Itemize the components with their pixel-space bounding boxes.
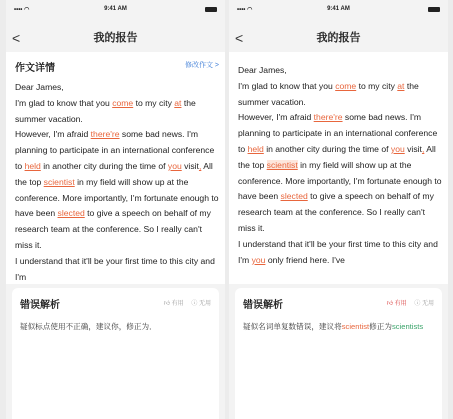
not-useful-button[interactable]: ⓘ 无用 — [191, 301, 211, 307]
essay-text-segment: to give a speech on behalf of my research team at the conference. So I really can't miss it. — [15, 208, 211, 250]
error-explanation: 疑似标点使用不正确，建议你，修正为． — [20, 322, 157, 331]
useful-label: 有用 — [394, 301, 407, 307]
essay-text-segment: All the top — [15, 160, 213, 187]
useless-label: 无用 — [198, 301, 211, 307]
essay-text-segment: I understand that it'll be your first time to this city and I'm — [238, 238, 438, 265]
error-analysis-card — [235, 288, 442, 419]
error-word-held[interactable]: held — [24, 160, 41, 171]
essay-text-segment: some bad news. I'm planning to participate in an international conference to — [238, 112, 438, 154]
error-explanation — [243, 320, 434, 333]
explanation-text: 疑似名词单复数错误，建议将 — [243, 322, 342, 331]
essay-section-title: 作文详情 — [15, 63, 55, 74]
error-analysis-card — [12, 288, 219, 419]
phone-screen-right — [229, 0, 448, 419]
useful-label: 有用 — [171, 301, 184, 307]
essay-greeting: Dear James, — [15, 82, 64, 92]
page-title: 我的报告 — [316, 32, 361, 44]
essay-text-segment: the summer vacation. — [238, 80, 419, 107]
error-word-you-2[interactable]: you — [251, 254, 266, 265]
status-time: 9:41 AM — [104, 6, 127, 12]
signal-wifi-icon: •••• ◠ — [14, 7, 30, 13]
error-word-scientist[interactable]: scientist — [43, 176, 75, 187]
page-title: 我的报告 — [93, 32, 138, 44]
error-word-slected[interactable]: slected — [280, 191, 308, 202]
error-word-you[interactable]: you — [390, 143, 405, 154]
essay-text-segment: visit — [181, 160, 199, 171]
status-time: 9:41 AM — [327, 6, 350, 12]
essay-text-segment: in another city during the time of — [40, 160, 168, 171]
essay-text — [238, 63, 442, 268]
essay-text-segment: All the top — [238, 143, 436, 170]
essay-text-segment: to my city — [133, 97, 175, 108]
thumbs-up-button[interactable]: 👍︎ 有用 — [386, 301, 407, 307]
error-word-there-re[interactable]: there're — [90, 129, 120, 140]
essay-text-segment: visit — [404, 143, 422, 154]
essay-text-segment: the summer vacation. — [15, 97, 196, 124]
signal-wifi-icon: •••• ◠ — [237, 7, 253, 13]
essay-card — [6, 52, 225, 284]
essay-text-segment: I'm glad to know that you — [15, 97, 113, 108]
nav-bar — [6, 28, 225, 48]
not-useful-button[interactable]: ⓘ 无用 — [414, 301, 434, 307]
status-bar — [229, 0, 448, 18]
error-punctuation-caret[interactable]: , — [198, 160, 202, 171]
useless-label: 无用 — [421, 301, 434, 307]
essay-text-segment: in my field will show up at the conference. More importantly, I'm fortunate enough to have been — [15, 176, 219, 219]
essay-text-segment: to give a speech on behalf of my research team at the conference. So I really can't miss it. — [238, 191, 434, 233]
essay-text-segment: some bad news. I'm planning to participate in an international conference to — [15, 129, 215, 171]
essay-text-segment: I'm glad to know that you — [238, 80, 336, 91]
error-punctuation-caret[interactable]: , — [421, 143, 425, 154]
error-word-at[interactable]: at — [174, 97, 182, 108]
thumbs-up-button[interactable]: 👍︎ 有用 — [163, 301, 184, 307]
essay-text-segment: only friend here. I've — [265, 254, 345, 265]
error-word-there-re[interactable]: there're — [313, 112, 343, 123]
essay-text-segment: However, I'm afraid — [15, 129, 91, 140]
essay-greeting: Dear James, — [238, 65, 287, 75]
essay-text-segment: to my city — [356, 80, 398, 91]
battery-icon — [428, 7, 440, 12]
feedback-buttons — [381, 298, 434, 307]
status-bar — [6, 0, 225, 18]
error-word-come[interactable]: come — [335, 80, 357, 91]
explanation-text: 修正为 — [369, 322, 392, 331]
essay-text-segment: However, I'm afraid — [238, 112, 314, 123]
back-button[interactable]: < — [235, 30, 244, 46]
essay-text — [15, 80, 219, 284]
battery-icon — [205, 7, 217, 12]
error-analysis-title: 错误解析 — [20, 300, 60, 311]
explanation-keyword: scientist — [341, 322, 370, 331]
error-word-come[interactable]: come — [112, 97, 134, 108]
error-word-scientist[interactable]: scientist — [266, 159, 298, 170]
back-button[interactable]: < — [12, 30, 21, 46]
essay-text-segment: I understand that it'll be your first time to this city and I'm — [15, 255, 215, 282]
error-word-held[interactable]: held — [247, 143, 264, 154]
error-analysis-title: 错误解析 — [243, 300, 283, 311]
error-word-at[interactable]: at — [397, 80, 405, 91]
essay-text-segment: in my field will show up at the conference. More importantly, I'm fortunate enough to have been — [238, 159, 442, 202]
essay-card — [229, 52, 448, 284]
feedback-buttons — [158, 298, 211, 307]
essay-text-segment: in another city during the time of — [263, 143, 391, 154]
error-word-you[interactable]: you — [167, 160, 182, 171]
phone-screen-left — [6, 0, 225, 419]
error-word-slected[interactable]: slected — [57, 208, 85, 219]
nav-bar — [229, 28, 448, 48]
edit-essay-link[interactable]: 修改作文 > — [184, 62, 219, 69]
essay-section-header — [15, 58, 219, 72]
explanation-correction: scientists — [391, 322, 424, 331]
